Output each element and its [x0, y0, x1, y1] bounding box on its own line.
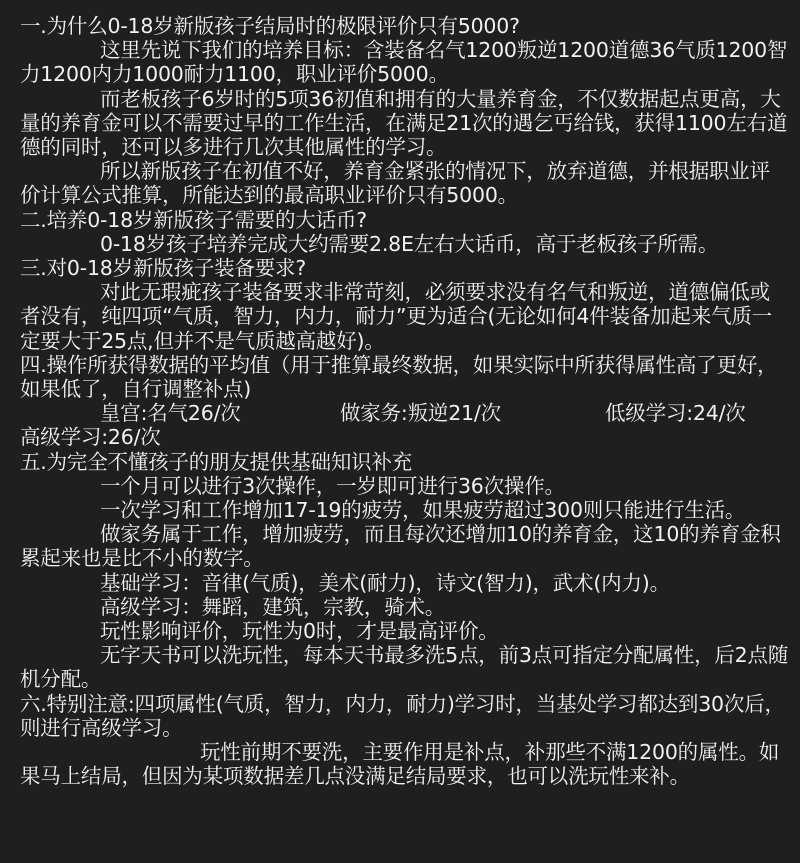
palace-fame-value: 皇宫:名气26/次: [100, 401, 241, 426]
section-1-paragraph-1: 这里先说下我们的培养目标：含装备名气1200叛逆1200道德36气质1200智力1200内力1000耐力1100，职业评价5000。: [20, 38, 788, 87]
section-6-heading: 六.特别注意:四项属性(气质，智力，内力，耐力)学习时，当基处学习都达到30次后，则进行高级学习。: [20, 691, 785, 740]
section-1-paragraph-2: 而老板孩子6岁时的5项36初值和拥有的大量养育金，不仅数据起点更高，大量的养育金可以不需要过早的工作生活，在满足21次的遇乞丐给钱，获得1100左右道德的同时，还可以多进行几次其他属性的学习。: [20, 86, 788, 160]
section-5-heading: 五.为完全不懂孩子的朋友提供基础知识补充: [20, 449, 413, 474]
section-4-values-row: [20, 401, 790, 425]
housework-rebellion-value: 做家务:叛逆21/次: [340, 401, 501, 426]
section-3-heading: 三.对0-18岁新版孩子装备要求?: [20, 256, 307, 281]
section-2-heading: 二.培养0-18岁新版孩子需要的大话币?: [20, 207, 367, 232]
section-5-paragraph-3: 做家务属于工作，增加疲劳，而且每次还增加10的养育金，这10的养育金积累起来也是比不小的数字。: [20, 522, 781, 571]
section-5-paragraph-4: 基础学习：音律(气质)，美术(耐力)，诗文(智力)，武术(内力)。: [100, 570, 670, 595]
advanced-study-value: 高级学习:26/次: [20, 425, 161, 450]
section-2-paragraph-1: 0-18岁孩子培养完成大约需要2.8E左右大话币，高于老板孩子所需。: [100, 231, 719, 256]
section-1-heading: 一.为什么0-18岁新版孩子结局时的极限评价只有5000?: [20, 14, 520, 38]
section-4-heading: 四.操作所获得数据的平均值（用于推算最终数据，如果实际中所获得属性高了更好，如果低了，自行调整补点): [20, 352, 778, 402]
section-5-paragraph-6: 玩性影响评价，玩性为0时，才是最高评价。: [100, 619, 499, 644]
section-5-paragraph-2: 一次学习和工作增加17-19的疲劳，如果疲劳超过300则只能进行生活。: [100, 498, 746, 523]
section-5-paragraph-5: 高级学习：舞蹈，建筑，宗教，骑术。: [100, 594, 446, 619]
section-3-paragraph-1: 对此无瑕疵孩子装备要求非常苛刻，必须要求没有名气和叛逆，道德偏低或者没有，纯四项“气质，智力，内力，耐力”更为适合(无论如何4件装备加起来气质一定要大于25点,但并不是气质越高越好)。: [20, 280, 772, 353]
section-1-paragraph-3: 所以新版孩子在初值不好，养育金紧张的情况下，放弃道德，并根据职业评价计算公式推算，所能达到的最高职业评价只有5000。: [20, 159, 770, 208]
section-5-paragraph-1: 一个月可以进行3次操作，一岁即可进行36次操作。: [100, 473, 565, 498]
basic-study-value: 低级学习:24/次: [605, 401, 746, 426]
section-6-paragraph-1: 玩性前期不要洗，主要作用是补点，补那些不满1200的属性。如果马上结局，但因为某项数据差几点没满足结局要求，也可以洗玩性来补。: [20, 740, 780, 789]
section-5-paragraph-7: 无字天书可以洗玩性，每本天书最多洗5点，前3点可指定分配属性，后2点随机分配。: [20, 643, 789, 692]
